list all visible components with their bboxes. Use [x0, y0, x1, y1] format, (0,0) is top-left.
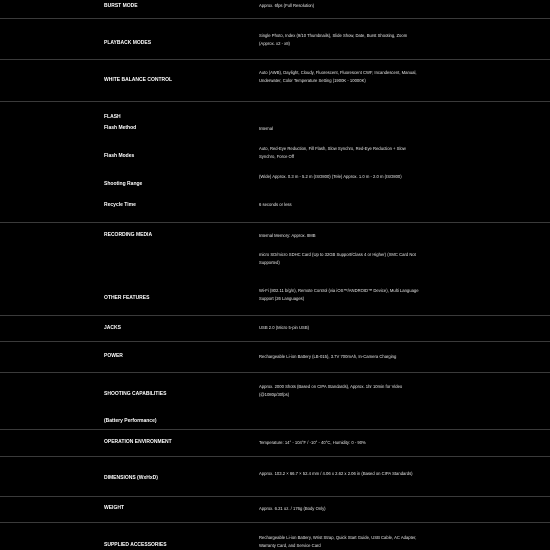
spec-value: micro SD/micro SDHC Card (Up to 32GB Support/Class 4 or Higher) (XMC Card Not Supported) — [259, 252, 416, 265]
spec-value: (Wide) Approx. 0.3 m - 5.2 m (ISO800) (Tele) Approx. 1.0 m - 2.0 m (ISO800) — [259, 174, 402, 179]
spec-label: Recycle Time — [104, 202, 136, 208]
spec-label: SHOOTING CAPABILITIES — [104, 391, 167, 397]
spec-value: Internal — [259, 126, 273, 131]
spec-value: Rechargeable Li-ion Battery, Wrist Strap, Quick Start Guide, USB Cable, AC Adapter, Warranty Card, and Service Card — [259, 535, 417, 548]
spec-value: Approx. 6.21 oz. / 176g (Body Only) — [259, 506, 326, 511]
spec-row-recycle-time — [0, 197, 550, 221]
spec-label: BURST MODE — [104, 3, 138, 9]
spec-label: Flash Method — [104, 125, 137, 131]
spec-label: FLASH — [104, 114, 121, 120]
spec-row-power — [0, 341, 550, 372]
spec-row-recording-media — [0, 222, 550, 244]
spec-value: Rechargeable Li-ion Battery (LB-015), 3.7V 700mAh, In-Camera Charging — [259, 354, 397, 359]
spec-value: Approx. 2000 Shots (Based on CIPA Standards), Approx. 1hr 10min for Video (@1080p/30fps) — [259, 384, 403, 397]
spec-label: WHITE BALANCE CONTROL — [104, 77, 173, 83]
spec-label: PLAYBACK MODES — [104, 40, 152, 46]
spec-value: USB 2.0 (Micro 5-pin USB) — [259, 325, 310, 330]
spec-label: OPERATION ENVIRONMENT — [104, 439, 172, 445]
spec-label: JACKS — [104, 325, 121, 331]
spec-label: Flash Modes — [104, 153, 135, 159]
spec-row-other-features — [0, 280, 550, 315]
spec-label: DIMENSIONS (WxHxD) — [104, 475, 158, 481]
spec-value: Internal Memory: Approx. 8MB — [259, 233, 316, 238]
spec-row-flash-modes — [0, 138, 550, 170]
spec-row-flash — [0, 101, 550, 122]
spec-row-weight — [0, 496, 550, 522]
spec-value: Wi-Fi (802.11 b/g/n), Remote Control (via iOS™/ANDROID™ Device), Multi Language Support (26 Languages) — [259, 288, 419, 301]
spec-row-operation-environment — [0, 429, 550, 456]
spec-label: POWER — [104, 353, 123, 359]
spec-label: SUPPLIED ACCESSORIES — [104, 542, 167, 548]
spec-label: WEIGHT — [104, 505, 124, 511]
spec-value: Approx. 103.2 × 66.7 × 52.4 mm / 4.06 x 2.62 x 2.06 in (Based on CIPA Standards) — [259, 471, 413, 476]
spec-row-jacks — [0, 315, 550, 341]
spec-row-dimensions — [0, 456, 550, 496]
spec-value: Auto (AWB), Daylight, Cloudy, Fluorescent, Fluorescent CWF, Incandescent, Manual, Underwater, Color Temperature Setting (1900K - 10000K) — [259, 70, 417, 83]
spec-row-battery-performance — [0, 416, 550, 429]
spec-label: (Battery Performance) — [104, 418, 157, 424]
spec-value: Temperature: 14° - 104°F / -10° - 40°C, Humidity: 0 - 90% — [259, 440, 366, 445]
spec-value: Auto, Red-Eye Reduction, Fill Flash, Slow Synchro, Red-Eye Reduction + Slow Synchro, Force Off — [259, 146, 406, 159]
spec-row-shooting-range — [0, 170, 550, 197]
spec-row-playback-modes — [0, 18, 550, 59]
spec-row-burst-mode — [0, 0, 550, 18]
spec-row-supplied-accessories — [0, 522, 550, 550]
spec-label: OTHER FEATURES — [104, 295, 150, 301]
spec-row-recording-media-card — [0, 244, 550, 280]
spec-row-shooting-capabilities — [0, 372, 550, 416]
spec-value: Approx. 6fps (Full Resolution) — [259, 3, 315, 8]
spec-row-white-balance — [0, 59, 550, 101]
spec-value: Single Photo, Index (9/10 Thumbnails), Slide Show, Date, Burst Shooting, Zoom (Approx. x2 - x8) — [259, 33, 408, 46]
spec-label: RECORDING MEDIA — [104, 232, 153, 238]
spec-label: Shooting Range — [104, 181, 143, 187]
spec-row-flash-method — [0, 122, 550, 138]
spec-value: 6 seconds or less — [259, 202, 292, 207]
